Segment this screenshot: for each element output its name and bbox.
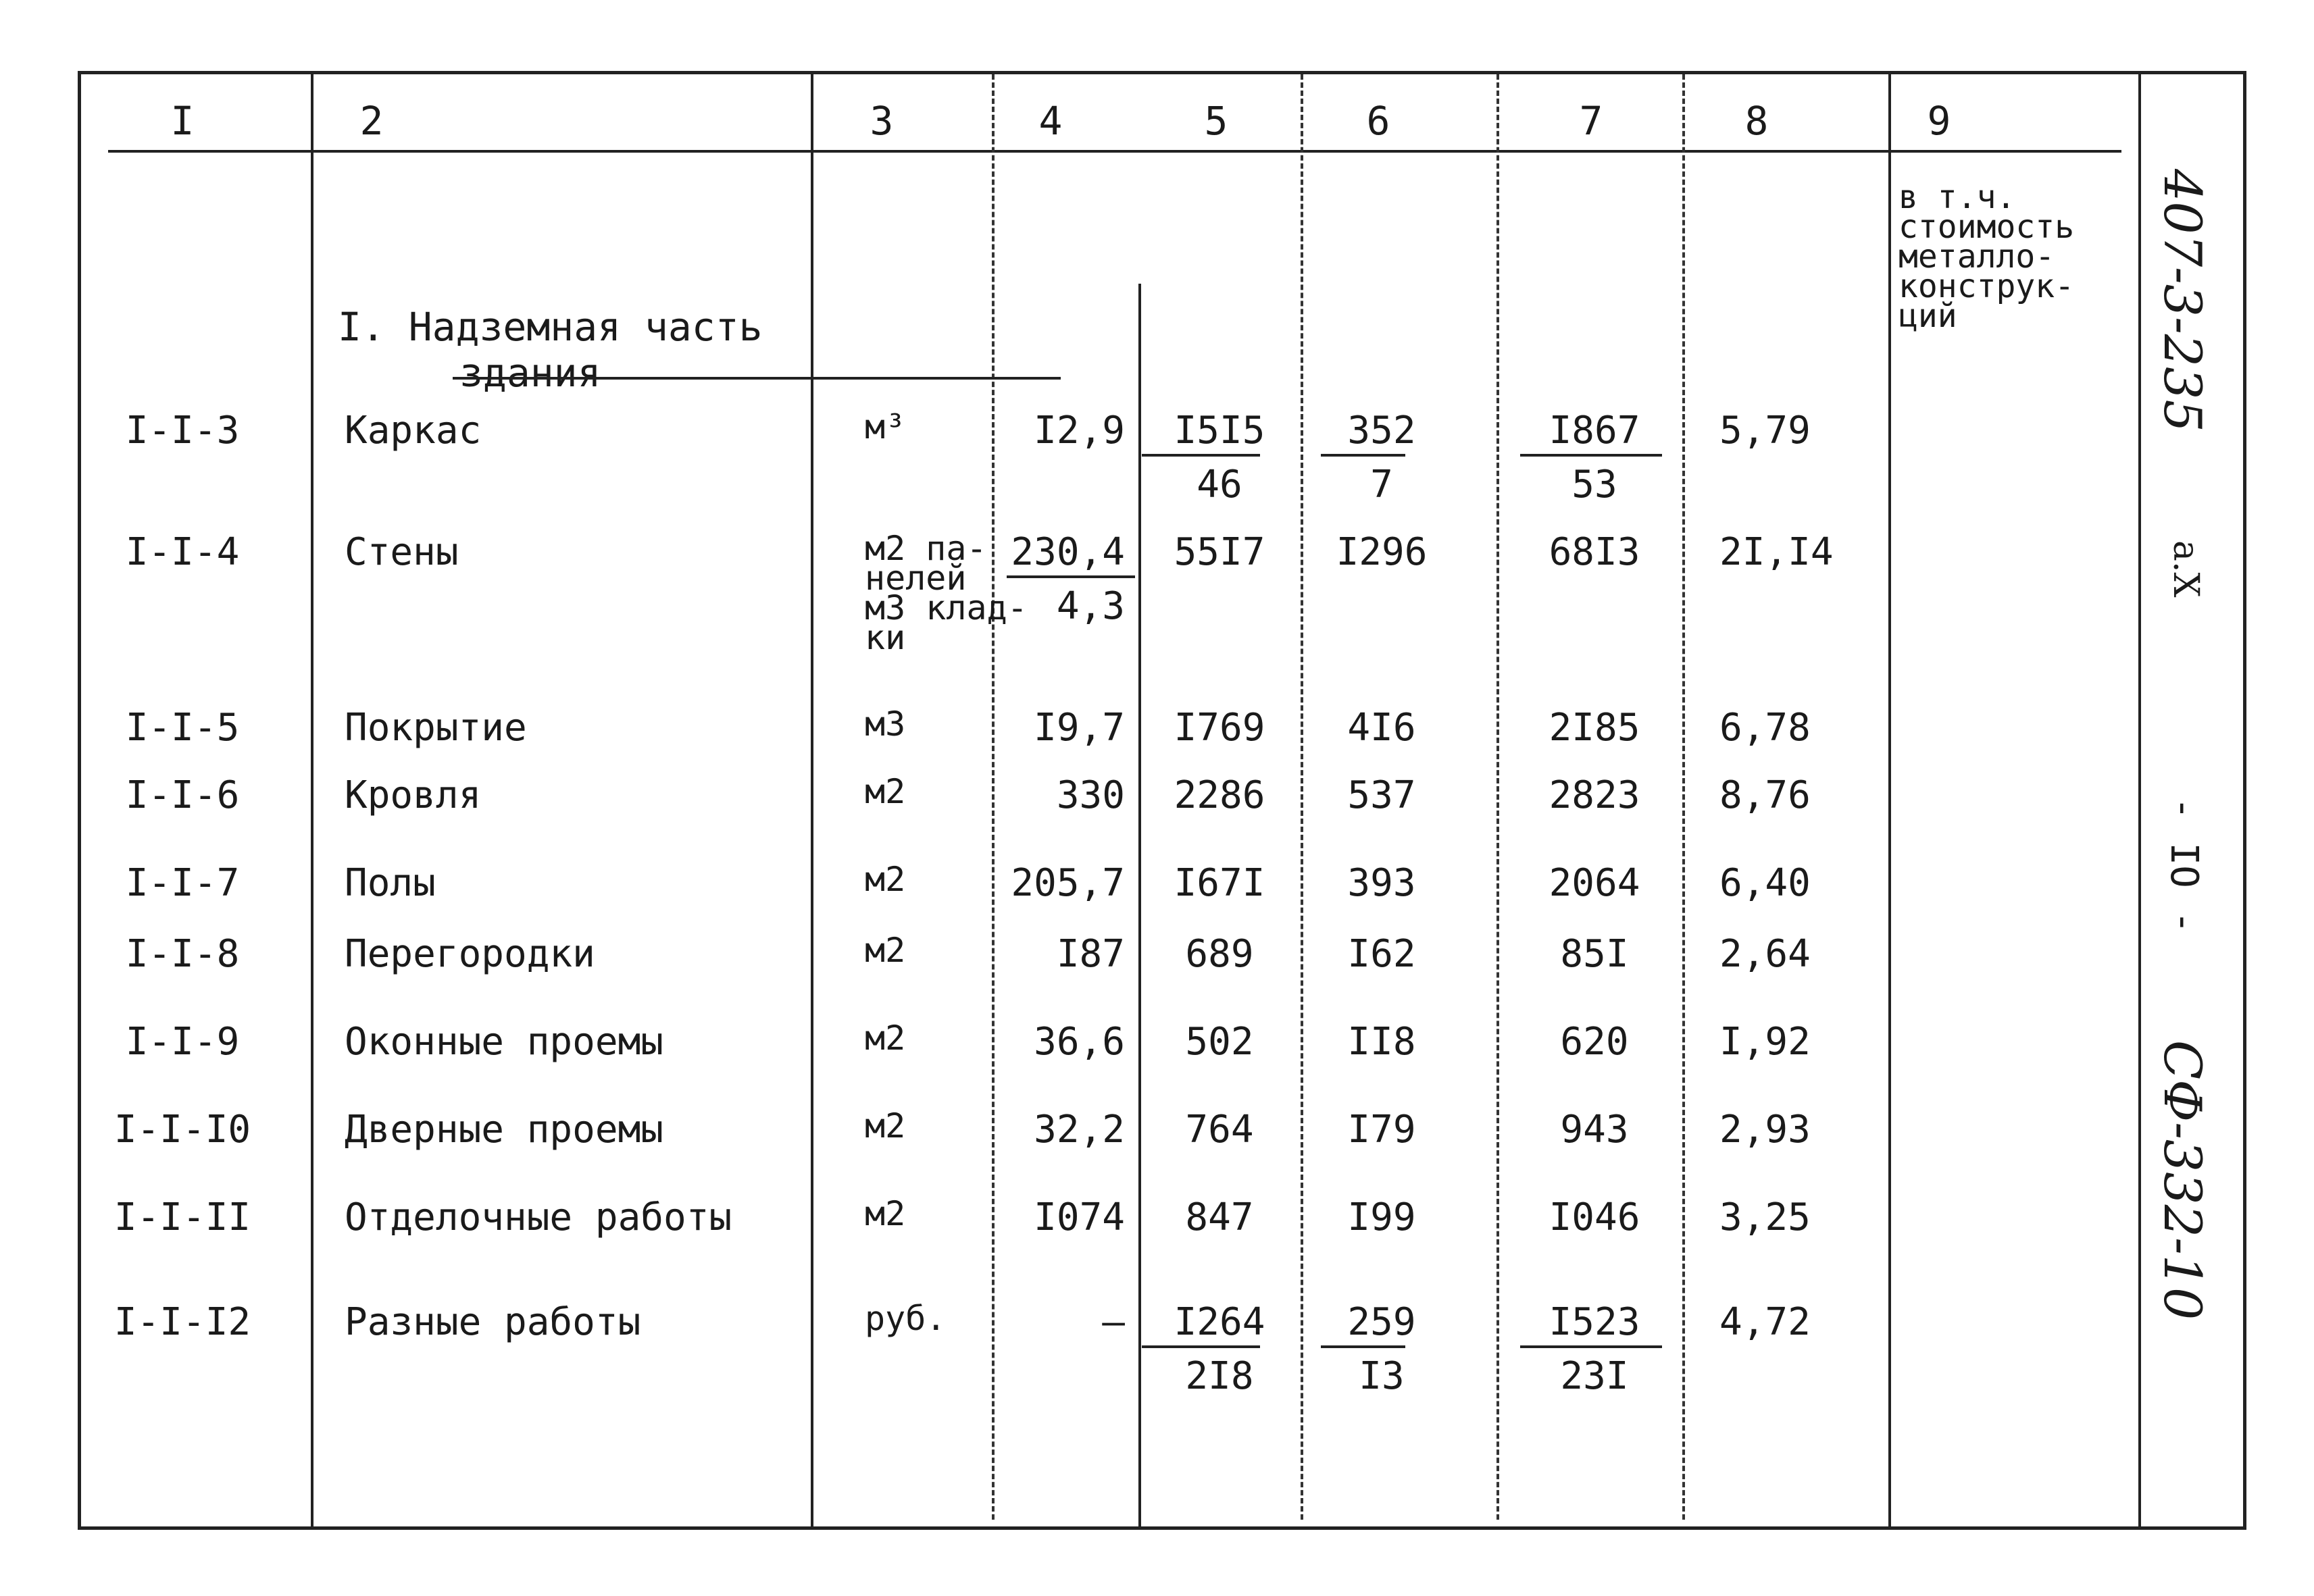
row-qty: I074 [1034, 1195, 1125, 1239]
row-cost-installation: 4I6 [1347, 706, 1416, 750]
row-cost-construction: I5I5 [1174, 409, 1265, 453]
col-divider [992, 74, 995, 1520]
fraction-bar [1142, 454, 1260, 457]
row-code: I-I-6 [125, 773, 240, 817]
row-cost-total: 943 [1560, 1108, 1629, 1152]
section-title [338, 304, 763, 396]
col9-note: в т.ч. стоимость металло- конструк- ций [1898, 178, 2075, 335]
row-cost-total: 85I [1560, 932, 1629, 976]
row-cost-installation: I99 [1347, 1195, 1416, 1239]
row-cost-installation: 259 [1347, 1300, 1416, 1344]
row-unit: м2 [865, 1019, 906, 1058]
header-col-3: 3 [870, 98, 894, 144]
row-cost-per-unit: 5,79 [1719, 409, 1811, 453]
row-name: Отделочные работы [345, 1195, 732, 1239]
row-cost-construction: 764 [1185, 1108, 1254, 1152]
section-title-underline [453, 377, 1061, 380]
row-unit: м2 [865, 931, 906, 970]
fraction-bar [1321, 1345, 1405, 1348]
fraction-bar [1520, 454, 1662, 457]
row-cost-total: 2I85 [1549, 706, 1640, 750]
row-code: I-I-I0 [114, 1108, 251, 1152]
row-code: I-I-II [114, 1195, 251, 1239]
row-cost-total: 620 [1560, 1020, 1629, 1064]
row-code: I-I-3 [125, 409, 240, 453]
row-name: Стены [345, 530, 459, 574]
row-cost-total: 68I3 [1549, 530, 1640, 574]
row-qty: I2,9 [1034, 409, 1125, 453]
side-album: а.X [2165, 540, 2206, 598]
header-col-2: 2 [359, 98, 384, 144]
row-code: I-I-7 [125, 861, 240, 905]
col-divider [1138, 284, 1141, 1530]
row-cost-construction: 689 [1185, 932, 1254, 976]
row-unit: м2 [865, 860, 906, 899]
row-cost-total: 2823 [1549, 773, 1640, 817]
row-cost-per-unit: I,92 [1719, 1020, 1811, 1064]
row-cost-per-unit: 6,40 [1719, 861, 1811, 905]
row-cost-construction: I769 [1174, 706, 1265, 750]
row-unit: м2 [865, 772, 906, 811]
row-cost-per-unit: 4,72 [1719, 1300, 1811, 1344]
row-cost-construction-secondary: 46 [1197, 463, 1242, 507]
row-unit: м³ [865, 407, 906, 446]
row-cost-total-secondary: 53 [1571, 463, 1617, 507]
row-cost-installation-secondary: 7 [1370, 463, 1393, 507]
row-cost-construction-secondary: 2I8 [1185, 1354, 1254, 1398]
row-cost-total: I523 [1549, 1300, 1640, 1344]
row-cost-installation: 393 [1347, 861, 1416, 905]
row-name: Перегородки [345, 932, 595, 976]
row-unit: руб. [865, 1299, 947, 1338]
row-qty: 330 [1056, 773, 1125, 817]
fraction-bar [1321, 454, 1405, 457]
row-qty: 32,2 [1034, 1108, 1125, 1152]
row-cost-per-unit: 2,93 [1719, 1108, 1811, 1152]
row-cost-total: I867 [1549, 409, 1640, 453]
fraction-bar [1142, 1345, 1260, 1348]
header-col-7: 7 [1579, 98, 1603, 144]
col-divider [311, 74, 313, 1530]
fraction-bar [1520, 1345, 1662, 1348]
row-cost-total: 2064 [1549, 861, 1640, 905]
header-separator [108, 150, 2121, 153]
row-cost-per-unit: 2I,I4 [1719, 530, 1834, 574]
col-divider [1682, 74, 1685, 1520]
row-code: I-I-5 [125, 706, 240, 750]
header-col-5: 5 [1204, 98, 1228, 144]
row-unit: м2 [865, 1106, 906, 1145]
row-cost-installation: 537 [1347, 773, 1416, 817]
row-cost-installation: I296 [1336, 530, 1428, 574]
row-qty: 36,6 [1034, 1020, 1125, 1064]
row-qty: 205,7 [1011, 861, 1125, 905]
col-divider [811, 74, 813, 1530]
header-col-1: I [170, 98, 195, 144]
col-divider [1888, 74, 1891, 1530]
row-qty: – [1102, 1300, 1125, 1344]
side-page: - IO - [2162, 797, 2206, 934]
row-cost-per-unit: 6,78 [1719, 706, 1811, 750]
row-name: Кровля [345, 773, 482, 817]
row-cost-total: I046 [1549, 1195, 1640, 1239]
row-code: I-I-I2 [114, 1300, 251, 1344]
header-col-8: 8 [1744, 98, 1769, 144]
row-cost-installation: II8 [1347, 1020, 1416, 1064]
header-col-4: 4 [1038, 98, 1063, 144]
row-cost-per-unit: 3,25 [1719, 1195, 1811, 1239]
row-name: Каркас [345, 409, 482, 453]
section-title-line1: I. Надземная часть [338, 304, 763, 350]
row-qty: I9,7 [1034, 706, 1125, 750]
row-name: Разные работы [345, 1300, 641, 1344]
row-name: Оконные проемы [345, 1020, 664, 1064]
side-ref: СФ-332-10 [2153, 1040, 2213, 1320]
row-code: I-I-4 [125, 530, 240, 574]
row-unit: м2 [865, 1194, 906, 1233]
col-divider [2138, 74, 2141, 1530]
header-col-9: 9 [1927, 98, 1951, 144]
col-divider [1301, 74, 1303, 1520]
row-cost-construction: 502 [1185, 1020, 1254, 1064]
header-col-6: 6 [1366, 98, 1390, 144]
row-cost-construction: 847 [1185, 1195, 1254, 1239]
section-title-line2: здания [459, 350, 601, 396]
row-cost-construction: I67I [1174, 861, 1265, 905]
row-qty-secondary: 4,3 [1056, 584, 1125, 628]
row-qty: 230,4 [1011, 530, 1125, 574]
row-cost-installation: I62 [1347, 932, 1416, 976]
row-cost-installation-secondary: I3 [1359, 1354, 1405, 1398]
row-unit: м3 [865, 704, 906, 744]
row-name: Дверные проемы [345, 1108, 664, 1152]
row-cost-installation: 352 [1347, 409, 1416, 453]
row-cost-per-unit: 2,64 [1719, 932, 1811, 976]
row-qty: I87 [1056, 932, 1125, 976]
row-cost-installation: I79 [1347, 1108, 1416, 1152]
row-cost-construction: I264 [1174, 1300, 1265, 1344]
row-name: Покрытие [345, 706, 527, 750]
row-cost-construction: 55I7 [1174, 530, 1265, 574]
side-code: 407-3-235 [2153, 169, 2213, 432]
row-cost-construction: 2286 [1174, 773, 1265, 817]
row-cost-per-unit: 8,76 [1719, 773, 1811, 817]
row-unit: м2 па- нелей м3 клад- ки [865, 529, 1028, 657]
row-name: Полы [345, 861, 436, 905]
fraction-bar [1007, 575, 1135, 578]
col-divider [1496, 74, 1499, 1520]
row-code: I-I-8 [125, 932, 240, 976]
row-code: I-I-9 [125, 1020, 240, 1064]
row-cost-total-secondary: 23I [1560, 1354, 1629, 1398]
